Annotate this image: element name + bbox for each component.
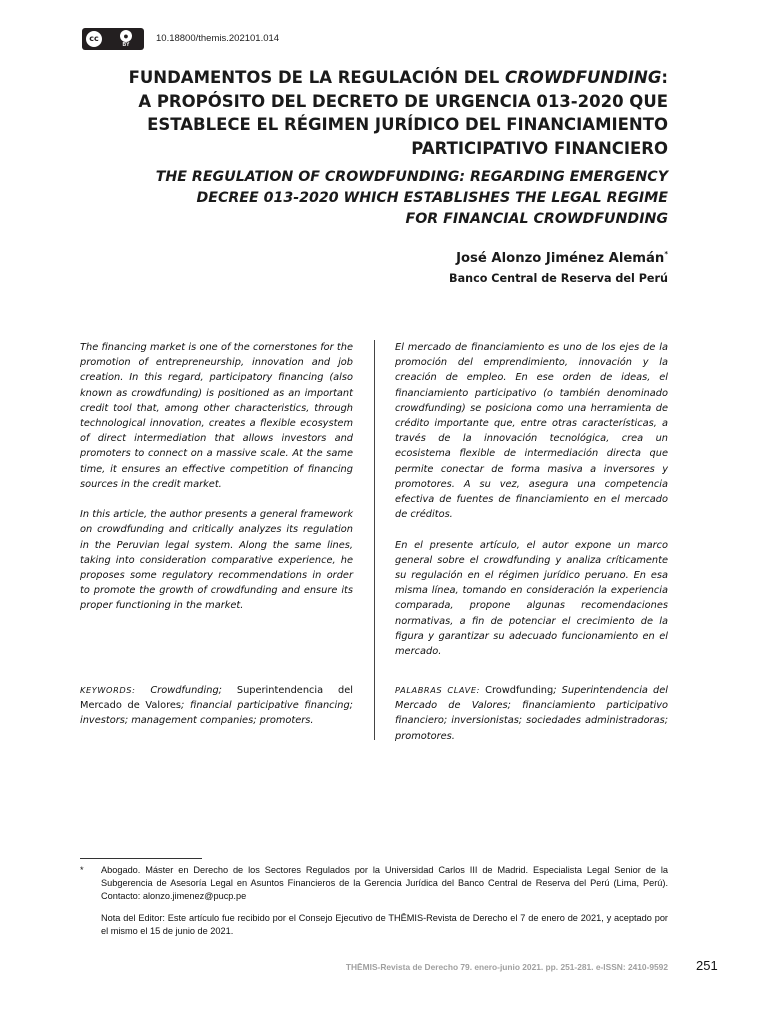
keywords-label: KEYWORDS: [80, 685, 136, 695]
abstract-english [80, 340, 353, 629]
palabra-crowdfunding: Crowdfunding [485, 685, 554, 696]
column-divider [374, 340, 375, 740]
keyword-smv: Superintendencia del Mercado de Valores [80, 685, 353, 712]
keywords-english [80, 683, 353, 729]
abstract-es-paragraph-1: El mercado de financiamiento es uno de los ejes de la promoción del emprendimiento, innovación y la creación de empleo. En ese orden de ideas, el financiamiento participativo (o también denominado crowdfunding) se posiciona como una herramienta de crédito importante que, entre otras características, a través de la innovación tecnológica, crea un ecosistema flexible de intermediación directa que permite conectar de forma masiva a inversores y promotores. A su vez, asegura una competencia efectiva de fuentes de financiamiento en el mercado de créditos. [395, 342, 668, 521]
title-en-line3: FOR FINANCIAL CROWDFUNDING [405, 211, 668, 227]
page-number: 251 [696, 958, 718, 973]
title-en-line1: THE REGULATION OF CROWDFUNDING: REGARDING EMERGENCY [155, 169, 668, 185]
title-es-line3: ESTABLECE EL RÉGIMEN JURÍDICO DEL FINANCIAMIENTO [147, 115, 668, 134]
title-es-line1-pre: FUNDAMENTOS DE LA REGULACIÓN DEL [128, 68, 505, 87]
title-es-crowdfunding: CROWDFUNDING [504, 68, 662, 87]
editor-note: Nota del Editor: Este artículo fue recibido por el Consejo Ejecutivo de THĒMIS-Revista de Derecho el 7 de enero de 2021, y aceptado por el mismo el 15 de junio de 2021. [101, 913, 668, 937]
doi: 10.18800/themis.202101.014 [156, 33, 280, 44]
title-es-colon: : [661, 68, 668, 87]
title-es-line2: A PROPÓSITO DEL DECRETO DE URGENCIA 013-2020 QUE [138, 91, 668, 111]
attribution-person-icon: ● [120, 30, 132, 42]
author-name-text: José Alonzo Jiménez Alemán [456, 251, 665, 266]
title-english [68, 167, 668, 230]
abstract-en-paragraph-1: The financing market is one of the cornerstones for the promotion of entrepreneurship, innovation and job creation. In this regard, participatory financing (also known as crowdfunding) is positioned as an important credit tool that, among other characteristics, through technological innovation, creates a flexible ecosystem of direct intermediation that allows investors and promoters to connect on a massive scale. At the same time, it ensures an effective competition of financing sources in the credit market. [80, 342, 353, 490]
creative-commons-icon: cc [85, 30, 103, 48]
author-name [456, 250, 668, 266]
keywords-spanish [395, 683, 668, 744]
title-en-line2: DECREE 013-2020 WHICH ESTABLISHES THE LEGAL REGIME [196, 190, 668, 206]
title-es-line4: PARTICIPATIVO FINANCIERO [411, 138, 668, 158]
abstract-en-paragraph-2: In this article, the author presents a general framework on crowdfunding and critically analyzes its regulation in the Peruvian legal system. Along the same lines, taking into consideration comparative experience, he proposes some regulatory recommendations in order to promote the growth of crowdfunding and ensure its proper functioning in the market. [80, 509, 353, 612]
author-footnote-mark: * [664, 250, 668, 258]
by-label: BY [122, 42, 130, 48]
title-spanish [68, 66, 668, 160]
author-affiliation: Banco Central de Reserva del Perú [449, 272, 668, 285]
keyword-crowdfunding: Crowdfunding; [150, 685, 222, 696]
cc-by-license-badge [82, 28, 144, 50]
keywords-en-rest: ; financial participative financing; investors; management companies; promoters. [80, 700, 353, 727]
footnote-rule [80, 858, 202, 859]
footnote-text: Abogado. Máster en Derecho de los Sectores Regulados por la Universidad Carlos III de Madrid. Especialista Legal Senior de la Subgerencia de Asesoría Legal en Asuntos Financieros de la Gerencia Jurídica del Banco Central de Reserva del Perú (Lima, Perú). Contacto: alonzo.jimenez@pucp.pe [101, 865, 668, 901]
footnote-mark: * [80, 865, 84, 875]
abstract-es-paragraph-2: En el presente artículo, el autor expone un marco general sobre el crowdfunding y analiza críticamente su regulación en el régimen jurídico peruano. En esa misma línea, tomando en consideración la experiencia comparada, propone algunas recomendaciones normativas, a fin de potenciar el crecimiento de la figura y garantizar su adecuado funcionamiento en el mercado. [395, 539, 668, 658]
footnote [80, 864, 668, 938]
abstract-spanish [395, 340, 668, 674]
keywords-es-rest: ; Superintendencia del Mercado de Valores; financiamiento participativo financiero; inversionistas; sociedades administradoras; promotores. [395, 685, 668, 742]
journal-citation: THĒMIS-Revista de Derecho 79. enero-junio 2021. pp. 251-281. e-ISSN: 2410-9592 [345, 962, 668, 972]
palabras-clave-label: PALABRAS CLAVE: [395, 685, 480, 695]
